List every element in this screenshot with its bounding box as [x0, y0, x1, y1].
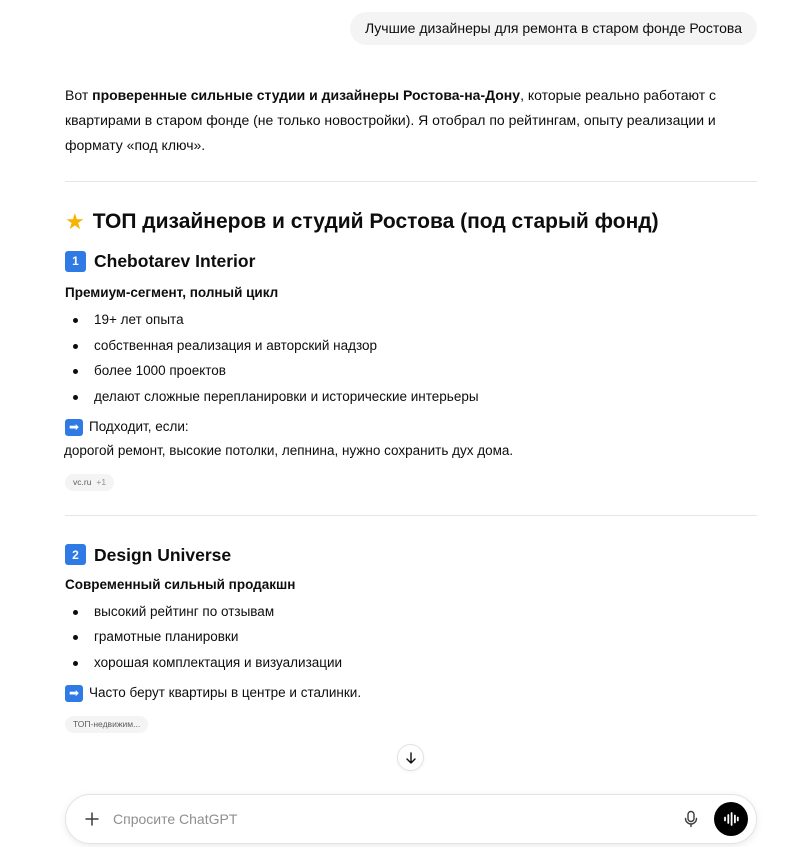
list-item: высокий рейтинг по отзывам: [65, 599, 757, 625]
source-label: vc.ru: [73, 477, 92, 487]
list-item: делают сложные перепланировки и исторические интерьеры: [65, 384, 757, 410]
plus-icon[interactable]: [83, 810, 101, 828]
divider: [65, 515, 757, 516]
intro-paragraph: [65, 83, 757, 158]
chat-composer: [65, 794, 757, 844]
arrow-down-icon: [404, 751, 418, 765]
studio-heading: [65, 543, 757, 567]
list-item: хорошая комплектация и визуализации: [65, 650, 757, 676]
studio-bullet-list: [65, 599, 757, 676]
scroll-to-bottom-button[interactable]: [397, 744, 424, 771]
star-icon: ★: [65, 209, 85, 234]
studio-name: Chebotarev Interior: [94, 251, 256, 271]
suitability-line: [65, 415, 757, 439]
right-arrow-icon: ➡: [65, 685, 83, 702]
intro-bold: проверенные сильные студии и дизайнеры Ростова-на-Дону: [92, 87, 521, 103]
keycap-number-icon: 1: [65, 251, 86, 272]
divider: [65, 181, 757, 182]
source-chip[interactable]: [65, 716, 148, 733]
list-item: более 1000 проектов: [65, 358, 757, 384]
list-item: грамотные планировки: [65, 624, 757, 650]
user-message-bubble: [350, 12, 757, 45]
assistant-response: [65, 83, 757, 733]
studio-bullet-list: [65, 307, 757, 409]
studio-name: Design Universe: [94, 544, 232, 565]
studio-subheading: Современный сильный продакшн: [65, 576, 296, 592]
suitability-text: Подходит, если:: [89, 419, 189, 434]
user-message-text: Лучшие дизайнеры для ремонта в старом фонде Ростова: [364, 20, 742, 36]
list-item: собственная реализация и авторский надзор: [65, 333, 757, 359]
suitability-line: [65, 681, 757, 705]
main-heading-text: ТОП дизайнеров и студий Ростова (под старый фонд): [92, 210, 659, 233]
source-label: ТОП-недвижим...: [73, 719, 141, 729]
source-chip[interactable]: [65, 474, 114, 491]
studio-note: дорогой ремонт, высокие потолки, лепнина, нужно сохранить дух дома.: [64, 443, 514, 458]
source-count: +1: [96, 477, 107, 487]
prompt-input[interactable]: [113, 811, 680, 827]
studio-subheading: Премиум-сегмент, полный цикл: [65, 285, 279, 300]
microphone-icon[interactable]: [680, 808, 702, 830]
voice-mode-icon[interactable]: [714, 802, 748, 836]
keycap-number-icon: 2: [65, 544, 86, 565]
list-item: 19+ лет опыта: [65, 307, 757, 333]
suitability-text: Часто берут квартиры в центре и сталинки.: [89, 685, 362, 700]
intro-suffix: , которые реально работают с квартирами в старом фонде (не только новостройки). Я отобрал по рейтингам, опыту реализации и формату «под ключ».: [65, 87, 717, 153]
main-heading: [65, 208, 757, 236]
intro-prefix: Вот: [65, 87, 93, 103]
right-arrow-icon: ➡: [65, 419, 83, 436]
studio-heading: [65, 249, 757, 273]
